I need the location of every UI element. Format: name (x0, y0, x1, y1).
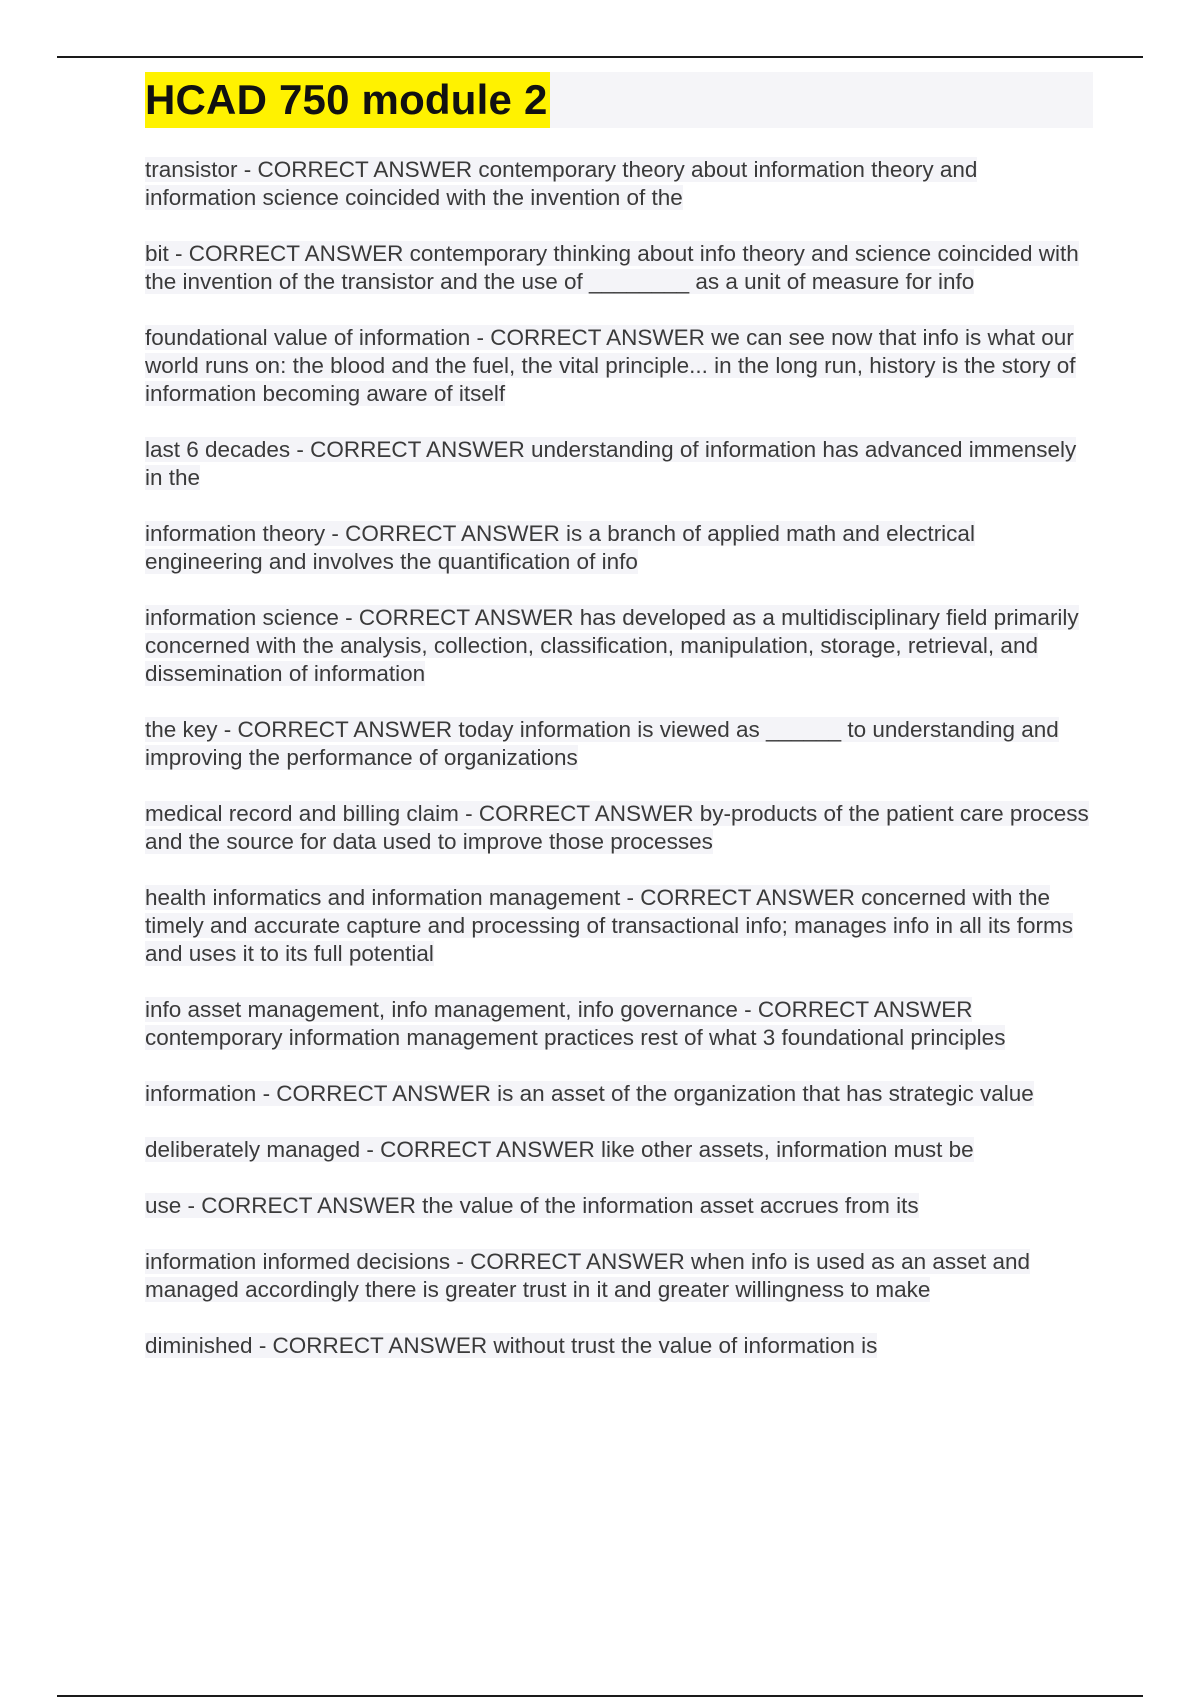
qa-item (145, 156, 1093, 212)
qa-definition: by-products of the patient care process and the source for data used to improve those processes (145, 801, 1089, 854)
qa-separator: - CORRECT ANSWER (338, 605, 580, 630)
qa-item (145, 1136, 1093, 1164)
qa-separator: - CORRECT ANSWER (450, 1249, 692, 1274)
title-band (145, 72, 1093, 128)
qa-term: bit (145, 241, 169, 266)
qa-separator: - CORRECT ANSWER (737, 997, 973, 1022)
qa-separator: - CORRECT ANSWER (325, 521, 566, 546)
qa-term: deliberately managed (145, 1137, 361, 1162)
qa-term: the key (145, 717, 218, 742)
qa-separator: - CORRECT ANSWER (360, 1137, 602, 1162)
qa-separator: - CORRECT ANSWER (470, 325, 712, 350)
document-body (145, 72, 1093, 1388)
qa-item (145, 604, 1093, 688)
top-rule (57, 56, 1143, 58)
bottom-rule (57, 1695, 1143, 1697)
qa-separator: - CORRECT ANSWER (181, 1193, 423, 1218)
qa-term: use (145, 1193, 182, 1218)
qa-separator: - CORRECT ANSWER (237, 157, 479, 182)
qa-definition: is an asset of the organization that has strategic value (497, 1081, 1034, 1106)
qa-item (145, 1192, 1093, 1220)
qa-separator: - CORRECT ANSWER (217, 717, 459, 742)
qa-term: information theory (145, 521, 326, 546)
qa-definition: without trust the value of information is (493, 1333, 878, 1358)
qa-definition: concerned with the timely and accurate capture and processing of transactional info; manages info in all its forms and uses it to its full potential (145, 885, 1073, 966)
qa-separator: - CORRECT ANSWER (252, 1333, 494, 1358)
qa-definition: understanding of information has advanced immensely in the (145, 437, 1077, 490)
qa-definition: has developed as a multidisciplinary field primarily concerned with the analysis, collection, classification, manipulation, storage, retrieval, and dissemination of information (145, 605, 1079, 686)
qa-definition: contemporary information management practices rest of what 3 foundational principles (145, 1025, 1006, 1050)
qa-separator: - CORRECT ANSWER (256, 1081, 498, 1106)
qa-term: information informed decisions (145, 1249, 451, 1274)
qa-item (145, 240, 1093, 296)
qa-item (145, 520, 1093, 576)
qa-separator: - CORRECT ANSWER (458, 801, 700, 826)
qa-term: information science (145, 605, 339, 630)
qa-separator: - CORRECT ANSWER (168, 241, 410, 266)
qa-term: foundational value of information (145, 325, 471, 350)
qa-item (145, 1332, 1093, 1360)
qa-item (145, 716, 1093, 772)
qa-term: info asset management, info management, info governance (145, 997, 738, 1022)
qa-definition: we can see now that info is what our world runs on: the blood and the fuel, the vital principle... in the long run, history is the story of information becoming aware of itself (145, 325, 1076, 406)
qa-definition: like other assets, information must be (601, 1137, 974, 1162)
qa-item (145, 1248, 1093, 1304)
qa-item (145, 436, 1093, 492)
qa-definition: is a branch of applied math and electrical engineering and involves the quantification of info (145, 521, 975, 574)
qa-definition: contemporary thinking about info theory and science coincided with the invention of the transistor and the use of ________ as a unit of measure for info (145, 241, 1079, 294)
qa-term: health informatics and information management (145, 885, 621, 910)
qa-definition: contemporary theory about information theory and information science coincided with the invention of the (145, 157, 978, 210)
qa-item (145, 800, 1093, 856)
qa-item (145, 1080, 1093, 1108)
qa-definition: today information is viewed as ______ to understanding and improving the performance of organizations (145, 717, 1059, 770)
qa-term: information (145, 1081, 257, 1106)
qa-term: diminished (145, 1333, 253, 1358)
qa-separator: - CORRECT ANSWER (620, 885, 862, 910)
qa-separator: - CORRECT ANSWER (290, 437, 531, 462)
document-title: HCAD 750 module 2 (145, 72, 550, 128)
qa-definition: when info is used as an asset and managed accordingly there is greater trust in it and greater willingness to make (145, 1249, 1030, 1302)
qa-definition: the value of the information asset accrues from its (422, 1193, 919, 1218)
qa-item (145, 996, 1093, 1052)
qa-term: transistor (145, 157, 238, 182)
qa-item (145, 884, 1093, 968)
qa-item (145, 324, 1093, 408)
qa-term: last 6 decades (145, 437, 291, 462)
qa-term: medical record and billing claim (145, 801, 459, 826)
